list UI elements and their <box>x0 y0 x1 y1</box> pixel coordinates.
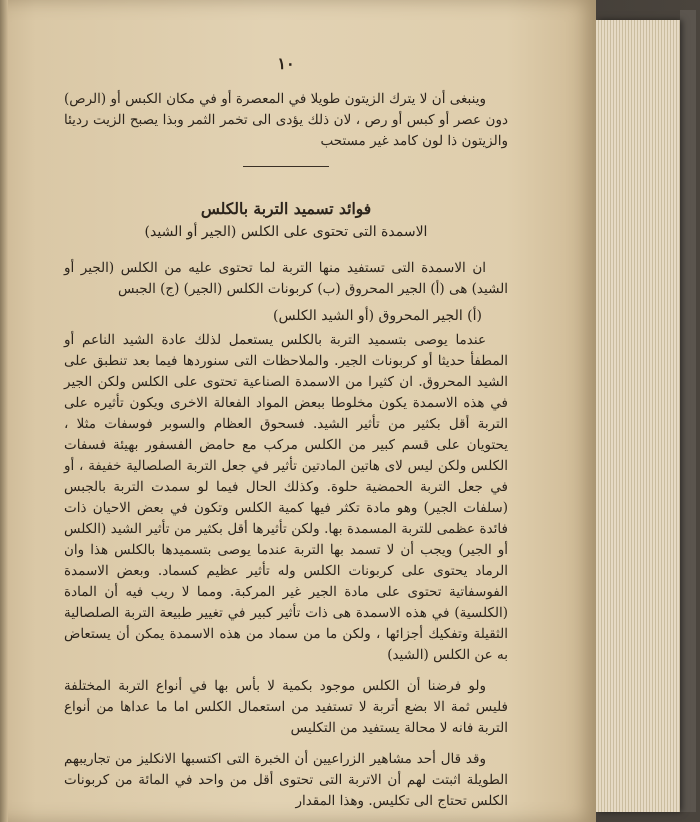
assumption-paragraph: ولو فرضنا أن الكلس موجود بكمية لا بأس بها في أنواع التربة المختلفة فليس ثمة الا بضع أتربة لا تستفيد من استعمال الكلس اما ما عداها من أنواع التربة فانه لا محالة يستفيد من التكليس <box>64 678 508 736</box>
book-cover-edge <box>680 10 696 812</box>
expert-paragraph: وقد قال أحد مشاهير الزراعيين أن الخبرة التى اكتسبها الانكليز من تجاريبهم الطويلة اثبتت لهم أن الاتربة التى تحتوى أقل من واحد في المائة من كربونات الكلس تحتاج الى تكليس. وهذا المقدار <box>64 751 508 809</box>
section-heading: فوائد تسميد التربة بالكلس <box>200 199 372 218</box>
section-divider <box>243 166 329 167</box>
subsection-label: (أ) الجير المحروق (أو الشيد الكلس) <box>272 308 482 324</box>
page-text-block <box>64 54 508 814</box>
intro-paragraph: وينبغى أن لا يترك الزيتون طويلا في المعصرة أو في مكان الكبس أو (الرص) دون عصر أو كبس أو رص ، لان ذلك يؤدى الى تخمر الثمر وبذا يصبح الزيت رديئا والزيتون ذا لون كامد غير مستحب <box>64 91 508 149</box>
types-paragraph: ان الاسمدة التى تستفيد منها التربة لما تحتوى عليه من الكلس (الجير أو الشيد) هى (أ) الجير المحروق (ب) كربونات الكلس (الجير) (ج) الجبس <box>64 260 508 297</box>
page-fore-edges <box>596 20 680 812</box>
page-number: ١٠ <box>277 54 295 73</box>
page-gutter <box>0 0 8 822</box>
section-subheading: الاسمدة التى تحتوى على الكلس (الجير أو الشيد) <box>144 224 428 240</box>
main-paragraph: عندما يوصى بتسميد التربة بالكلس يستعمل لذلك عادة الشيد الناعم أو المطفأ حديثا أو كربونات الجير. والملاحظات التى سنوردها فيما بعد تنطبق على الشيد المحروق. ان كثيرا من الاسمدة الصناعية تحتوى على الكلس ولكن الجير في هذه الاسمدة يكون مخلوطا ببعض المواد الفعالة الاخرى ويكون تأثيره على التربة أقل بكثير من تأثير الشيد. فسحوق العظام والسوبر فوسفات مثلا ، يحتويان على قسم كبير من الكلس مركب مع حامض الفسفور بهيئة فسفات الكلس ولكن ليس لاى هاتين المادتين تأثير في جعل التربة الصلصالية خفيفة ، أو في جعل التربة الحمضية حلوة. وكذلك الحال فيما لو سمدت التربة بالجبس (سلفات الجير) وهو مادة تكثر فيها كمية الكلس وتكون في بعض الاحيان ذات فائدة عظمى للتربة المسمدة بها. ولكن تأثيرها أقل بكثير من تأثير الشيد (الكلس أو الجير) ويجب أن لا تسمد بها التربة عندما يوصى بتسميدها بالكلس هذا وان الرماد يحتوى على كربونات الكلس وله تأثير عظيم كسماد. وبعض الاسمدة الفوسفاتية تحتوى على مادة الجير غير المركبة. ومما لا ريب فيه أن المادة (الكلسية) في هذه الاسمدة هى ذات تأثير كبير في تغيير طبيعة التربة الصلصالية الثقيلة وتفكيك أجزائها ، ولكن ما من سماد من هذه الاسمدة يمكن أن يستعاض به عن الكلس (الشيد) <box>64 332 508 663</box>
